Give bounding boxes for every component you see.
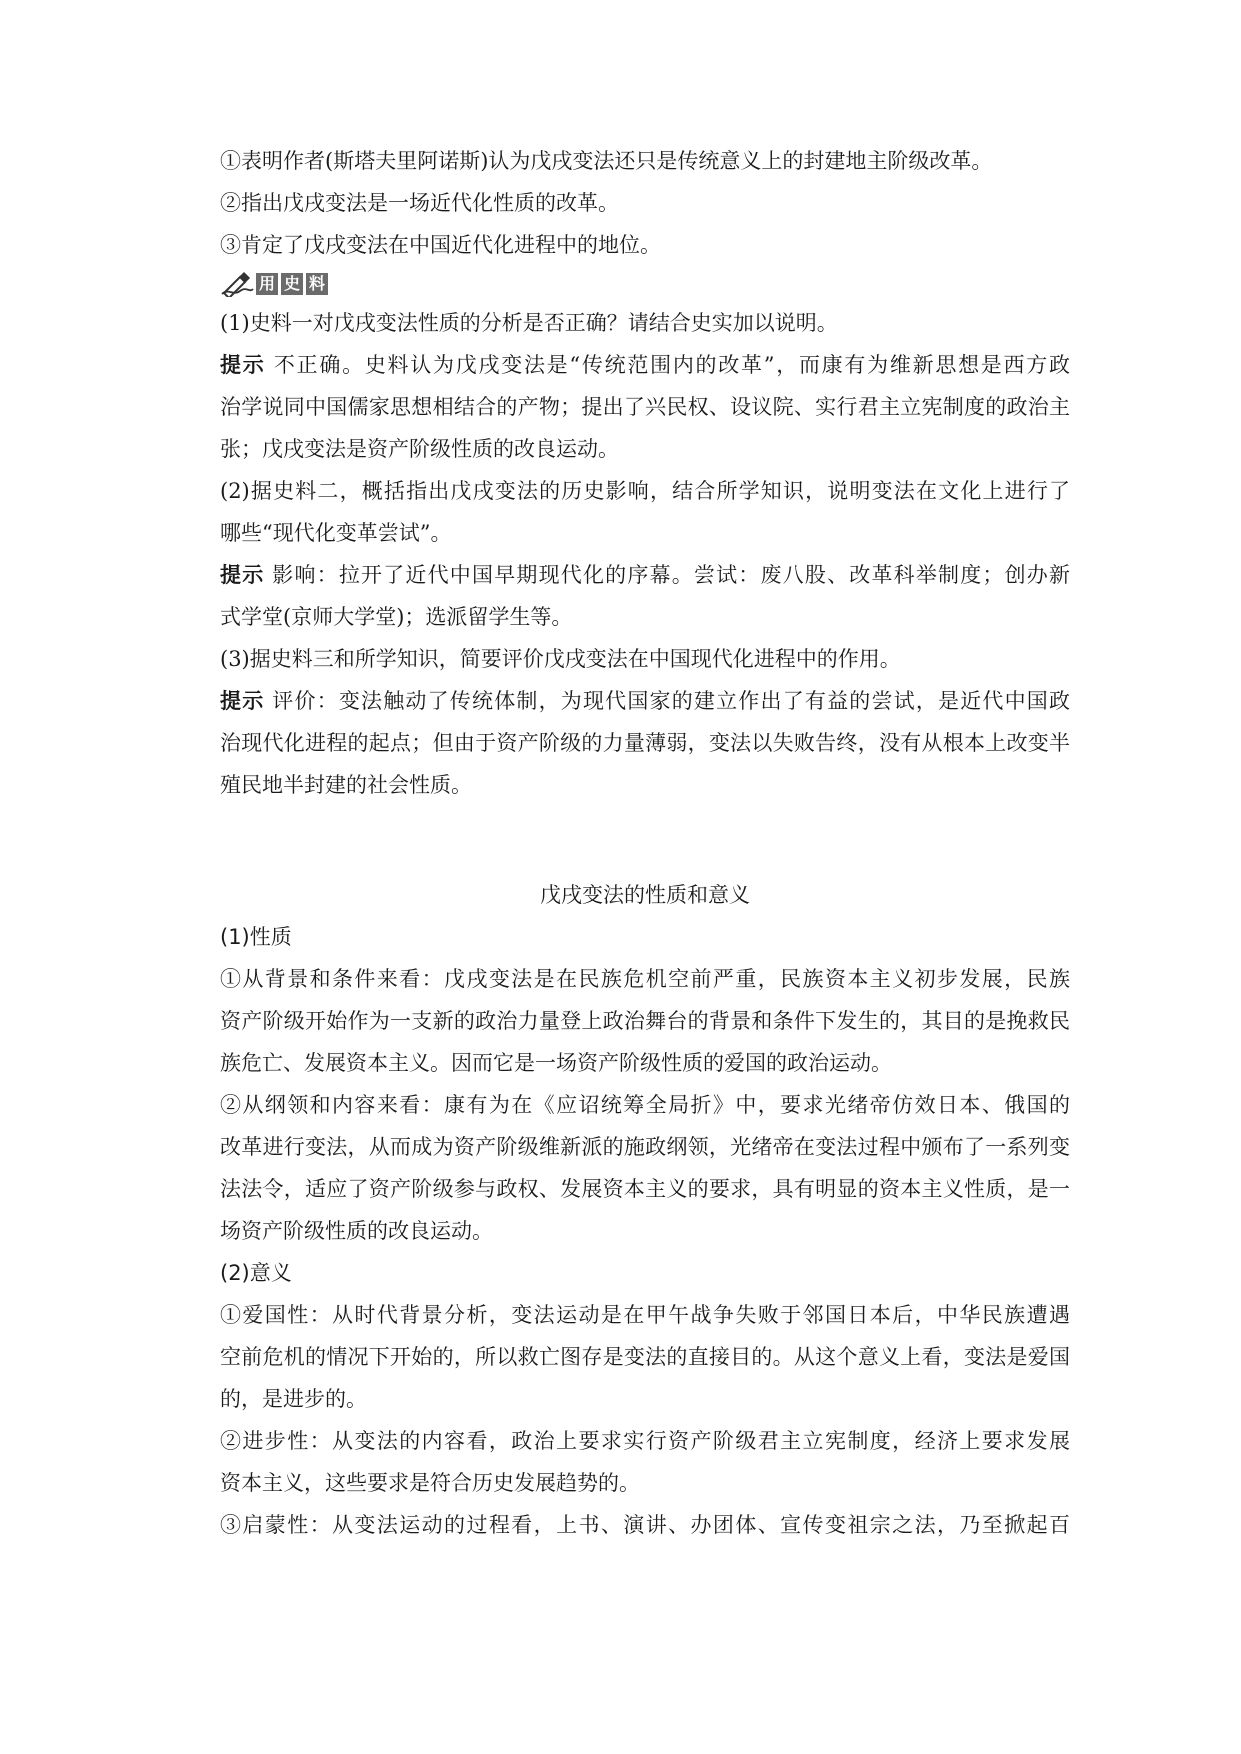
paragraph-row: 资产阶级开始作为一支新的政治力量登上政治舞台的背景和条件下发生的，其目的是挽救民	[220, 1009, 1070, 1033]
paragraph-row: 法法令，适应了资产阶级参与政权、发展资本主义的要求，具有明显的资本主义性质，是一	[220, 1177, 1070, 1201]
nature-item	[220, 1084, 1070, 1252]
hint-text: 治现代化进程的起点；但由于资产阶级的力量薄弱，变法以失败告终，没有从根本上改变半	[220, 731, 1070, 755]
nature-heading: (1)性质	[220, 925, 292, 949]
hint-3	[220, 680, 1070, 806]
top-item: ②指出戊戌变法是一场近代化性质的改革。	[220, 191, 619, 215]
hint-text: 张；戊戌变法是资产阶级性质的改良运动。	[220, 437, 619, 461]
hint-label: 提示	[220, 353, 266, 377]
paragraph-row: 资本主义，这些要求是符合历史发展趋势的。	[220, 1471, 640, 1495]
hint-label: 提示	[220, 689, 265, 713]
top-item: ③肯定了戊戌变法在中国近代化进程中的地位。	[220, 233, 661, 257]
hint-text: 治学说同中国儒家思想相结合的产物；提出了兴民权、设议院、实行君主立宪制度的政治主	[220, 395, 1070, 419]
hint-1	[220, 344, 1070, 470]
meaning-heading: (2)意义	[220, 1261, 292, 1285]
hint-text: 式学堂(京师大学堂)；选派留学生等。	[220, 605, 573, 629]
hint-label: 提示	[220, 563, 265, 587]
document-page	[220, 140, 1070, 1546]
question-2	[220, 470, 1070, 554]
badge-char: 料	[306, 273, 328, 295]
hint-text: 殖民地半封建的社会性质。	[220, 773, 472, 797]
hint-2	[220, 554, 1070, 638]
nature-item	[220, 958, 1070, 1084]
paragraph-row: 改革进行变法，从而成为资产阶级维新派的施政纲领，光绪帝在变法过程中颁布了一系列变	[220, 1135, 1070, 1159]
badge-char: 用	[256, 273, 278, 295]
hint-text: 不正确。史料认为戊戌变法是“传统范围内的改革”，而康有为维新思想是西方政	[273, 353, 1071, 377]
paragraph-row: ②进步性：从变法的内容看，政治上要求实行资产阶级君主立宪制度，经济上要求发展	[220, 1429, 1070, 1453]
meaning-item	[220, 1504, 1070, 1546]
paragraph-row: 族危亡、发展资本主义。因而它是一场资产阶级性质的爱国的政治运动。	[220, 1051, 892, 1075]
question-3: (3)据史料三和所学知识，简要评价戊戌变法在中国现代化进程中的作用。	[220, 647, 901, 671]
hint-text: 影响：拉开了近代中国早期现代化的序幕。尝试：废八股、改革科举制度；创办新	[272, 563, 1070, 587]
paragraph-row: ①爱国性：从时代背景分析，变法运动是在甲午战争失败于邻国日本后，中华民族遭遇	[220, 1303, 1070, 1327]
pen-writing-icon	[220, 271, 254, 297]
paragraph-row: 空前危机的情况下开始的，所以救亡图存是变法的直接目的。从这个意义上看，变法是爱国	[220, 1345, 1070, 1369]
badge-label	[256, 273, 328, 295]
question-1: (1)史料一对戊戌变法性质的分析是否正确？请结合史实加以说明。	[220, 311, 838, 335]
top-item-list	[220, 140, 1070, 266]
badge-char: 史	[281, 273, 303, 295]
meaning-item	[220, 1420, 1070, 1504]
use-source-material-badge	[220, 266, 1070, 302]
question-text: (2)据史料二，概括指出戊戌变法的历史影响，结合所学知识，说明变法在文化上进行了	[220, 479, 1070, 503]
top-item: ①表明作者(斯塔夫里阿诺斯)认为戊戌变法还只是传统意义上的封建地主阶级改革。	[220, 149, 993, 173]
paragraph-row: ②从纲领和内容来看：康有为在《应诏统筹全局折》中，要求光绪帝仿效日本、俄国的	[220, 1093, 1070, 1117]
meaning-item	[220, 1294, 1070, 1420]
question-text: 哪些“现代化变革尝试”。	[220, 521, 452, 545]
section-title: 戊戌变法的性质和意义	[540, 883, 750, 907]
paragraph-row: ③启蒙性：从变法运动的过程看，上书、演讲、办团体、宣传变祖宗之法，乃至掀起百	[220, 1513, 1070, 1537]
paragraph-row: ①从背景和条件来看：戊戌变法是在民族危机空前严重，民族资本主义初步发展，民族	[220, 967, 1070, 991]
paragraph-row: 场资产阶级性质的改良运动。	[220, 1219, 493, 1243]
paragraph-row: 的，是进步的。	[220, 1387, 367, 1411]
hint-text: 评价：变法触动了传统体制，为现代国家的建立作出了有益的尝试，是近代中国政	[272, 689, 1070, 713]
